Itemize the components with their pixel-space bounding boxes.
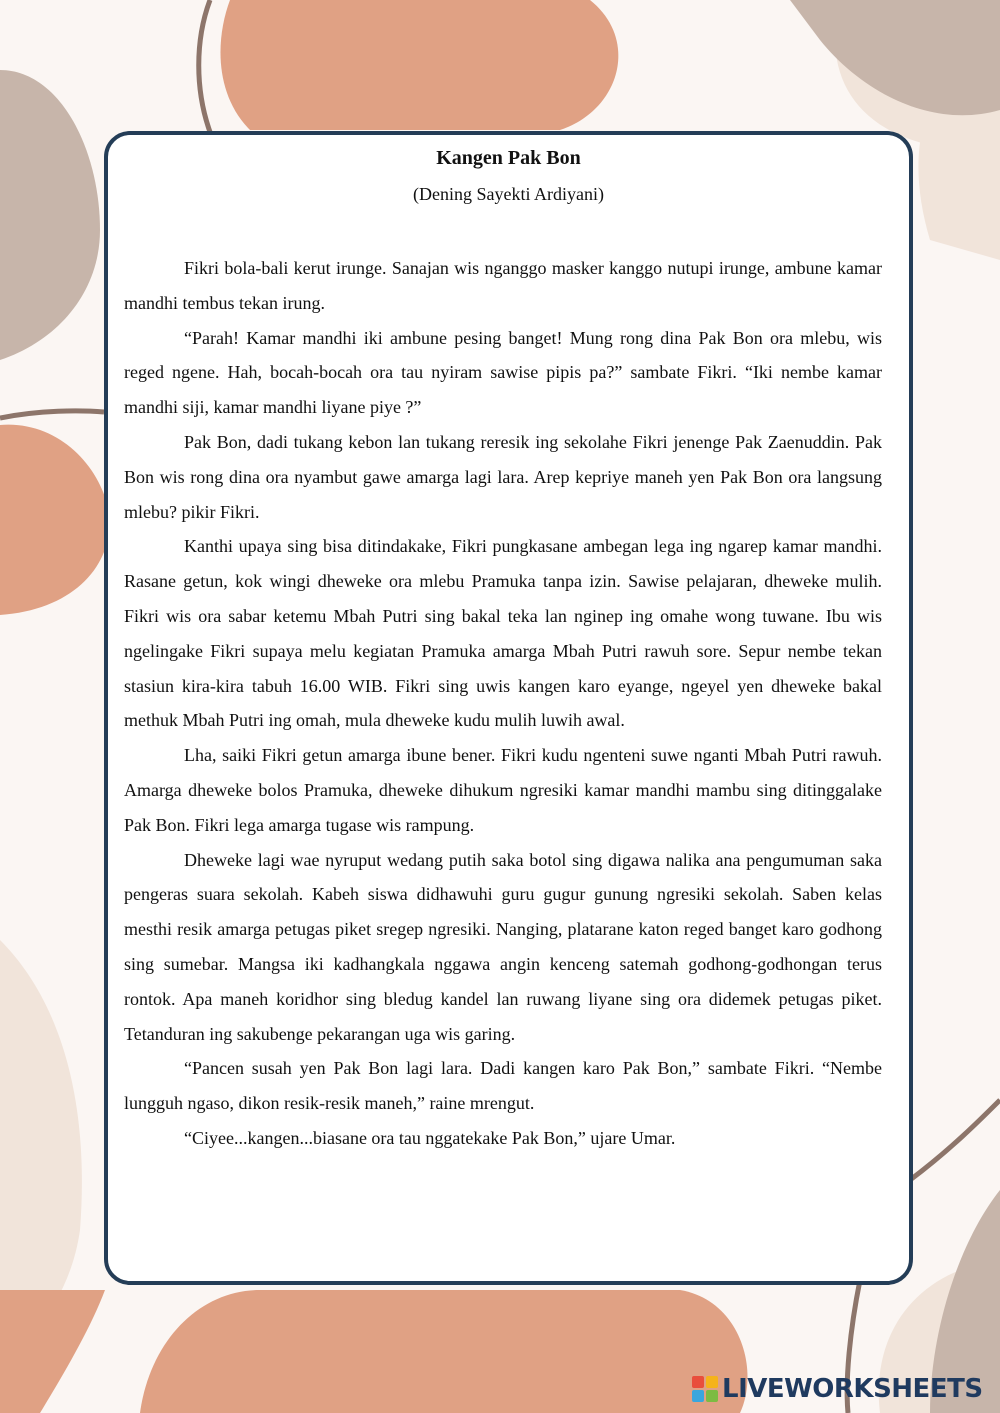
paragraph: “Parah! Kamar mandhi iki ambune pesing banget! Mung rong dina Pak Bon ora mlebu, wis reged ngene. Hah, bocah-bocah ora tau nyiram sawise pipis pa?” sambate Fikri. “Iki nembe kamar mandhi siji, kamar mandhi liyane piye ?” xyxy=(124,327,882,418)
taupe-blob-top-left xyxy=(0,70,100,360)
brown-line-left xyxy=(0,411,104,418)
peach-blob-left xyxy=(0,425,110,615)
story-card xyxy=(104,131,913,1285)
paragraph: “Ciyee...kangen...biasane ora tau nggatekake Pak Bon,” ujare Umar. xyxy=(184,1127,676,1148)
paragraph: Pak Bon, dadi tukang kebon lan tukang reresik ing sekolahe Fikri jenenge Pak Zaenuddin. Pak Bon wis rong dina ora nyambut gawe amarga lagi lara. Arep kepriye maneh yen Pak Bon ora langsung mlebu? pikir Fikri. xyxy=(124,431,882,522)
liveworksheets-logo[interactable] xyxy=(692,1372,983,1406)
paragraph: Kanthi upaya sing bisa ditindakake, Fikri pungkasane ambegan lega ing ngarep kamar mandhi. Rasane getun, kok wingi dheweke ora mlebu Pramuka tanpa izin. Sawise pelajaran, dheweke mulih. Fikri wis ora sabar ketemu Mbah Putri sing bakal teka lan nginep ing omahe wong tuwane. Ibu wis ngelingake Fikri supaya melu kegiatan Pramuka amarga Mbah Putri rawuh sore. Sepur nembe tekan stasiun kira-kira tabuh 16.00 WIB. Fikri sing uwis kangen karo eyange, ngeyel yen dheweke bakal methuk Mbah Putri ing omah, mula dheweke kudu mulih luwih awal. xyxy=(124,536,882,731)
paragraph: Lha, saiki Fikri getun amarga ibune bener. Fikri kudu ngenteni suwe nganti Mbah Putri rawuh. Amarga dheweke bolos Pramuka, dheweke dihukum ngresiki kamar mandhi mambu sing ditinggalake Pak Bon. Fikri lega amarga tugase wis rampung. xyxy=(124,745,882,835)
liveworksheets-logo-icon xyxy=(692,1376,718,1402)
paragraph: Fikri bola-bali kerut irunge. Sanajan wis nganggo masker kanggo nutupi irunge, ambune kamar mandhi tembus tekan irung. xyxy=(124,258,882,313)
peach-blob-bottom-left-arc xyxy=(0,1290,105,1413)
peach-blob-bottom xyxy=(140,1290,748,1413)
brown-line-right xyxy=(910,1100,1000,1180)
story-title: Kangen Pak Bon xyxy=(436,147,581,169)
paragraph: “Pancen susah yen Pak Bon lagi lara. Dadi kangen karo Pak Bon,” sambate Fikri. “Nembe lungguh ngaso, dikon resik-resik maneh,” raine mrengut. xyxy=(124,1058,882,1114)
paragraph: Dheweke lagi wae nyruput wedang putih saka botol sing digawa nalika ana pengumuman saka pengeras suara sekolah. Kabeh siswa didhawuhi guru gugur gunung ngresiki sekolah. Saben kelas mesthi resik amarga petugas piket sregep ngresiki. Nanging, platarane katon reged banget karo godhong sing sumebar. Mangsa iki kadhangkala nggawa angin kenceng satemah godhong-godhongan terus rontok. Apa maneh koridhor sing bledug kandel lan ruwang liyane sing ora didemek petugas piket. Tetanduran ing sakubenge pekarangan uga wis garing. xyxy=(124,849,882,1044)
logo-text: LIVEWORKSHEETS xyxy=(722,1374,983,1404)
brown-line-top xyxy=(199,0,210,132)
taupe-blob-top-right xyxy=(790,0,1000,115)
story-author: (Dening Sayekti Ardiyani) xyxy=(413,184,604,204)
story-body xyxy=(124,251,882,1156)
peach-blob-top xyxy=(220,0,618,130)
